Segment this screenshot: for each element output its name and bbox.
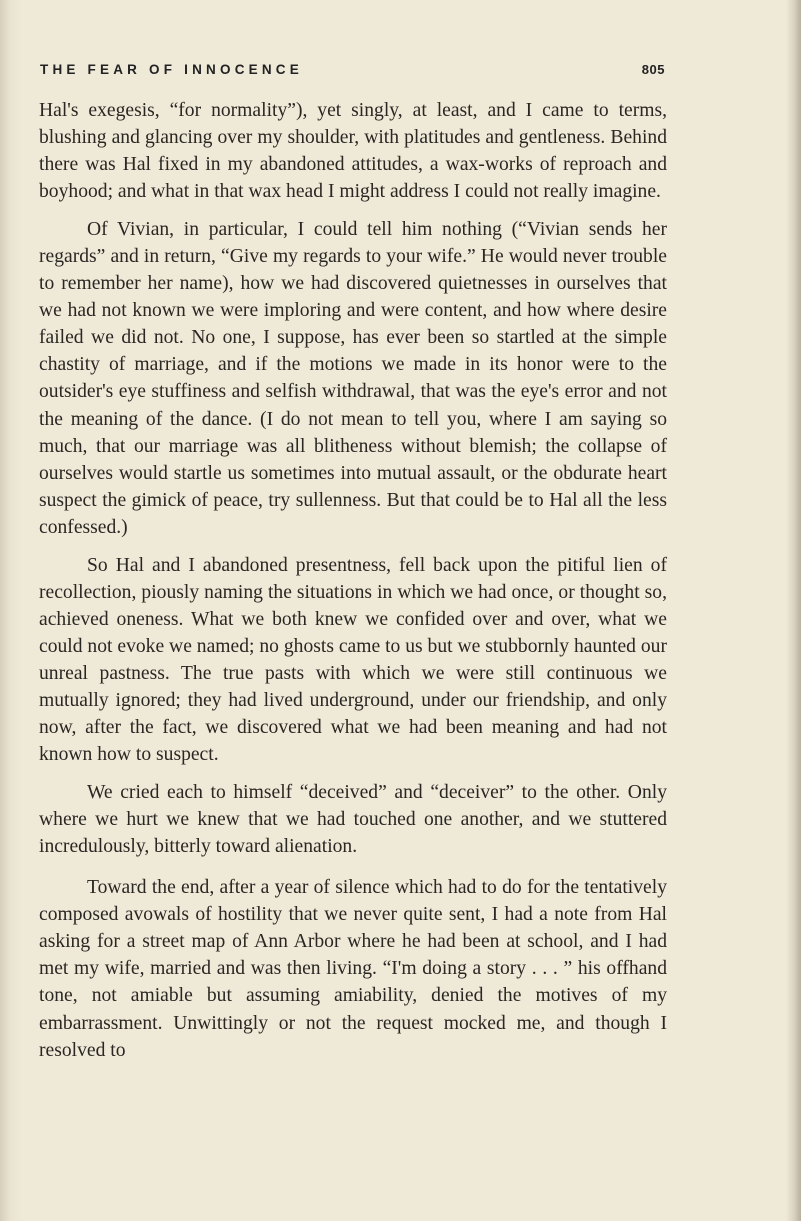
paragraph: So Hal and I abandoned presentness, fell back upon the pitiful lien of recollection, piously naming the situations in which we had once, or thought so, achieved oneness. What we both knew we confided over and over, what we could not evoke we named; no ghosts came to us but we stubbornly haunted our unreal pastness. The true pasts with which we were still continuous we mutually ignored; they had lived underground, under our friendship, and only now, after the fact, we discovered what we had been meaning and had not known how to suspect. bbox=[39, 554, 667, 766]
body-text bbox=[39, 97, 667, 1064]
running-header bbox=[40, 58, 665, 84]
paragraph: Hal's exegesis, “for normality”), yet singly, at least, and I came to terms, blushing and glancing over my shoulder, with platitudes and gentleness. Behind there was Hal fixed in my abandoned attitudes, a wax-works of reproach and boyhood; and what in that wax head I might address I could not really imagine. bbox=[39, 100, 667, 203]
paragraph: We cried each to himself “deceived” and “deceiver” to the other. Only where we hurt we knew that we had touched one another, and we stuttered incredulously, bitterly toward alienation. bbox=[39, 782, 667, 858]
paragraph: Toward the end, after a year of silence which had to do for the tentatively composed avowals of hostility that we never quite sent, I had a note from Hal asking for a street map of Ann Arbor where he had been at school, and I had met my wife, married and was then living. “I'm doing a story . . . ” his offhand tone, not amiable but assuming amiability, denied the motives of my embarrassment. Unwittingly or not the request mocked me, and though I resolved to bbox=[39, 877, 667, 1061]
paragraph: Of Vivian, in particular, I could tell him nothing (“Vivian sends her regards” and in return, “Give my regards to your wife.” He would never trouble to remember her name), how we had discovered quietnesses in ourselves that we had not known we were imploring and were content, and how where desire failed we did not. No one, I suppose, has ever been so startled at the simple chastity of marriage, and if the motions we made in its honor were to the outsider's eye stuffiness and selfish withdrawal, that was the eye's error and not the meaning of the dance. (I do not mean to tell you, where I am saying so much, that our marriage was all blitheness without blemish; the collapse of ourselves would startle us sometimes into mutual assault, or the obdurate heart suspect the gimick of peace, try sullenness. But that could be to Hal all the less confessed.) bbox=[39, 219, 667, 538]
page-number: 805 bbox=[641, 62, 665, 77]
running-title: THE FEAR OF INNOCENCE bbox=[40, 62, 303, 77]
